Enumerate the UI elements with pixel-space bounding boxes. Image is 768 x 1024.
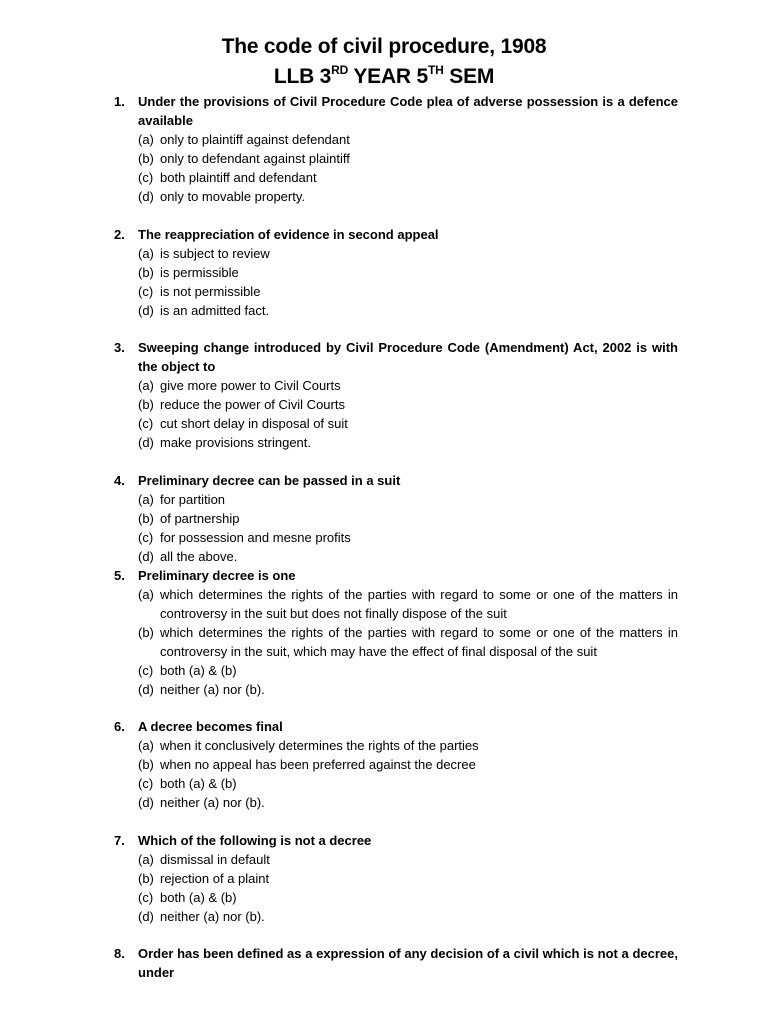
question-number: 5. (114, 567, 125, 583)
answer-option (138, 263, 678, 282)
option-text: is an admitted fact. (160, 302, 270, 318)
option-label: (b) (138, 870, 154, 886)
question-item (114, 92, 678, 206)
answer-option (138, 414, 678, 433)
option-text: reduce the power of Civil Courts (160, 397, 345, 412)
option-label: (a) (138, 132, 154, 147)
option-label: (d) (138, 908, 154, 924)
answer-option (138, 888, 678, 907)
answer-option (138, 282, 678, 301)
option-label: (d) (138, 435, 154, 450)
option-text: neither (a) nor (b). (160, 908, 265, 924)
option-text: of partnership (160, 510, 240, 526)
option-text: when it conclusively determines the rights of the parties (160, 738, 479, 753)
question-text: The reappreciation of evidence in second appeal (138, 226, 439, 242)
title-line-1: The code of civil procedure, 1908 (221, 35, 547, 58)
option-text: is subject to review (160, 245, 270, 261)
option-text: both (a) & (b) (160, 662, 237, 678)
option-text: when no appeal has been preferred against the decree (160, 757, 476, 772)
question-text: Under the provisions of Civil Procedure Code plea of adverse possession is a defence available (138, 94, 678, 128)
answer-option (138, 623, 678, 661)
answer-option (138, 907, 678, 926)
option-label: (a) (138, 851, 154, 867)
option-text: which determines the rights of the parties with regard to some or one of the matters in controversy in the suit, which may have the effect of final disposal of the suit (160, 624, 678, 659)
option-text: neither (a) nor (b). (160, 795, 265, 810)
answer-option (138, 850, 678, 869)
answer-option (138, 376, 678, 395)
option-label: (c) (138, 416, 154, 431)
option-text: make provisions stringent. (160, 435, 312, 450)
option-label: (d) (138, 189, 154, 204)
answer-option (138, 680, 678, 699)
answer-option (138, 490, 678, 509)
option-label: (a) (138, 738, 154, 753)
option-text: only to movable property. (160, 189, 305, 204)
question-text: Which of the following is not a decree (138, 832, 372, 848)
answer-option (138, 168, 678, 187)
option-label: (c) (138, 283, 154, 299)
option-label: (d) (138, 795, 154, 810)
option-label: (b) (138, 624, 154, 640)
question-number: 4. (114, 472, 125, 488)
option-text: is not permissible (160, 283, 261, 299)
answer-option (138, 301, 678, 320)
answer-option (138, 793, 678, 812)
answer-option (138, 130, 678, 149)
option-label: (b) (138, 151, 154, 166)
question-item (114, 566, 678, 699)
question-number: 8. (114, 946, 125, 961)
answer-option (138, 187, 678, 206)
option-label: (b) (138, 510, 154, 526)
subtitle-year: YEAR 5 (348, 65, 429, 88)
option-label: (c) (138, 889, 154, 905)
answer-option (138, 244, 678, 263)
answer-option (138, 755, 678, 774)
question-item (114, 831, 678, 926)
option-text: both (a) & (b) (160, 776, 237, 791)
page-title (0, 32, 768, 61)
option-text: for possession and mesne profits (160, 529, 351, 545)
answer-option (138, 774, 678, 793)
answer-option (138, 528, 678, 547)
question-item (114, 225, 678, 320)
question-text: Sweeping change introduced by Civil Procedure Code (Amendment) Act, 2002 is with the object to (138, 340, 678, 374)
question-number: 3. (114, 340, 125, 355)
option-label: (b) (138, 757, 154, 772)
answer-option (138, 661, 678, 680)
option-label: (b) (138, 264, 154, 280)
answer-option (138, 149, 678, 168)
option-text: rejection of a plaint (160, 870, 270, 886)
subtitle-sem-suffix: TH (428, 63, 444, 77)
option-label: (c) (138, 529, 154, 545)
question-text: Preliminary decree is one (138, 567, 296, 583)
question-number: 1. (114, 94, 125, 109)
option-label: (b) (138, 397, 154, 412)
question-item (114, 471, 678, 566)
option-text: only to defendant against plaintiff (160, 151, 350, 166)
answer-option (138, 433, 678, 452)
option-text: for partition (160, 491, 226, 507)
option-text: dismissal in default (160, 851, 270, 867)
option-text: cut short delay in disposal of suit (160, 416, 348, 431)
option-text: both plaintiff and defendant (160, 170, 317, 185)
option-label: (a) (138, 586, 154, 602)
option-label: (d) (138, 548, 154, 564)
option-label: (d) (138, 302, 154, 318)
subtitle-course: LLB 3 (273, 65, 332, 88)
answer-option (138, 869, 678, 888)
question-item (114, 944, 678, 982)
question-list (114, 92, 678, 982)
question-item (114, 338, 678, 452)
question-item (114, 717, 678, 812)
option-label: (c) (138, 776, 154, 791)
option-text: give more power to Civil Courts (160, 378, 341, 393)
question-text: Order has been defined as a expression of any decision of a civil which is not a decree, under (138, 946, 678, 980)
option-text: both (a) & (b) (160, 889, 237, 905)
option-label: (a) (138, 491, 154, 507)
option-label: (c) (138, 170, 154, 185)
page-subtitle (0, 62, 768, 91)
option-text: is permissible (160, 264, 239, 280)
answer-option (138, 585, 678, 623)
question-number: 6. (114, 719, 125, 734)
option-label: (d) (138, 681, 154, 697)
option-text: neither (a) nor (b). (160, 681, 265, 697)
option-label: (c) (138, 662, 154, 678)
subtitle-year-suffix: RD (331, 63, 349, 77)
question-text: Preliminary decree can be passed in a suit (138, 472, 401, 488)
question-text: A decree becomes final (138, 719, 283, 734)
option-text: only to plaintiff against defendant (160, 132, 350, 147)
option-text: which determines the rights of the parties with regard to some or one of the matters in controversy in the suit but does not finally dispose of the suit (160, 586, 678, 621)
answer-option (138, 547, 678, 566)
option-text: all the above. (160, 548, 238, 564)
question-number: 7. (114, 832, 125, 848)
subtitle-sem: SEM (443, 65, 495, 88)
option-label: (a) (138, 378, 154, 393)
question-number: 2. (114, 226, 125, 242)
answer-option (138, 395, 678, 414)
answer-option (138, 509, 678, 528)
answer-option (138, 736, 678, 755)
option-label: (a) (138, 245, 154, 261)
